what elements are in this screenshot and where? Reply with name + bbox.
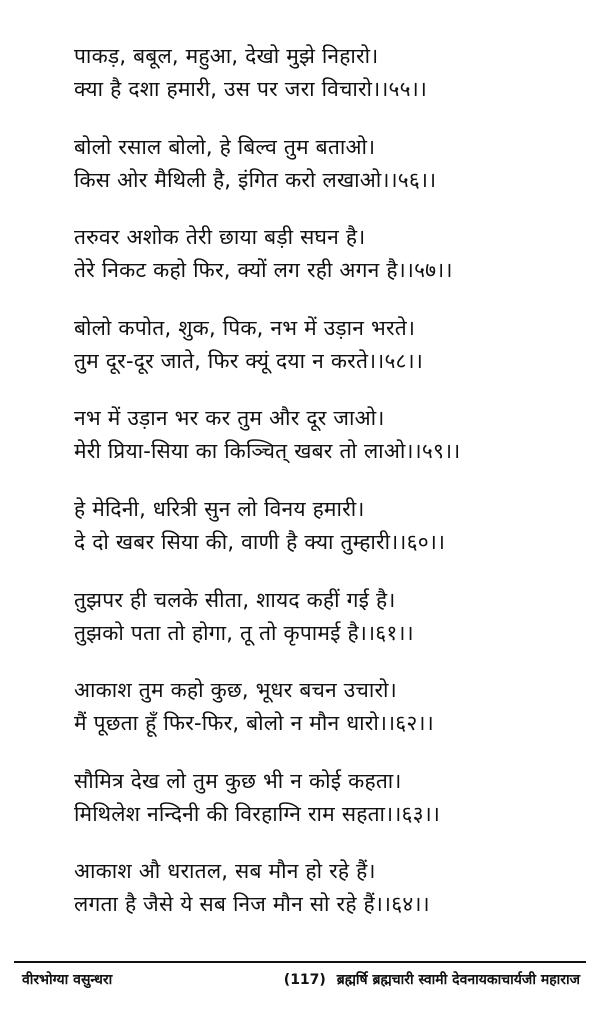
stanza-64 xyxy=(74,855,584,946)
verse-line: मिथिलेश नन्दिनी की विरहाग्नि राम सहता।।६३।। xyxy=(74,801,441,826)
verse-line: मैं पूछता हूँ फिर-फिर, बोलो न मौन धारो।।६२।। xyxy=(74,711,434,736)
page-footer xyxy=(22,968,580,992)
verse-line: मेरी प्रिया-सिया का किञ्चित् खबर तो लाओ।।५९।। xyxy=(74,439,461,464)
verse-line: तेरे निकट कहो फिर, क्यों लग रही अगन है।।५७।। xyxy=(74,258,453,283)
stanza-63 xyxy=(74,765,584,856)
stanza-58 xyxy=(74,312,584,403)
verse-line: तुझको पता तो होगा, तू तो कृपामई है।।६१।। xyxy=(74,620,414,645)
book-title: वीरभोग्या वसुन्धरा xyxy=(22,972,113,988)
verse-line: बोलो रसाल बोलो, हे बिल्व तुम बताओ। xyxy=(74,134,376,159)
stanza-62 xyxy=(74,674,584,765)
verse-line: क्या है दशा हमारी, उस पर जरा विचारो।।५५।। xyxy=(74,77,428,101)
verse-line: नभ में उड़ान भर कर तुम और दूर जाओ। xyxy=(74,406,385,431)
verse-line: किस ओर मैथिली है, इंगित करो लखाओ।।५६।। xyxy=(74,167,437,192)
verse-line: तरुवर अशोक तेरी छाया बड़ी सघन है। xyxy=(74,225,366,250)
stanza-57 xyxy=(74,221,584,312)
verse-line: आकाश तुम कहो कुछ, भूधर बचन उचारो। xyxy=(74,678,397,703)
verse-line: बोलो कपोत, शुक, पिक, नभ में उड़ान भरते। xyxy=(74,315,416,340)
stanza-56 xyxy=(74,131,584,222)
stanza-60 xyxy=(74,493,584,584)
footer-right-group xyxy=(284,968,580,992)
stanza-61 xyxy=(74,584,584,675)
stanza-59 xyxy=(74,402,584,493)
page-number: (117) xyxy=(283,972,326,988)
footer-divider xyxy=(14,961,586,963)
verse-line: तुझपर ही चलके सीता, शायद कहीं गई है। xyxy=(74,587,396,612)
verse-line: सौमित्र देख लो तुम कुछ भी न कोई कहता। xyxy=(74,768,402,793)
verse-line: लगता है जैसे ये सब निज मौन सो रहे हैं।।६४।। xyxy=(74,892,430,917)
stanza-55 xyxy=(74,40,584,131)
verse-line: हे मेदिनी, धरित्री सुन लो विनय हमारी। xyxy=(74,496,365,521)
verse-line: पाकड़, बबूल, महुआ, देखो मुझे निहारो। xyxy=(74,44,379,68)
poem-body xyxy=(74,40,584,946)
verse-line: आकाश औ धरातल, सब मौन हो रहे हैं। xyxy=(74,859,376,884)
author-name: ब्रह्मर्षि ब्रह्मचारी स्वामी देवनायकाचार्यजी महाराज xyxy=(336,972,580,988)
verse-line: तुम दूर-दूर जाते, फिर क्यूं दया न करते।।५८।। xyxy=(74,348,423,373)
verse-line: दे दो खबर सिया की, वाणी है क्या तुम्हारी।।६०।। xyxy=(74,529,446,554)
